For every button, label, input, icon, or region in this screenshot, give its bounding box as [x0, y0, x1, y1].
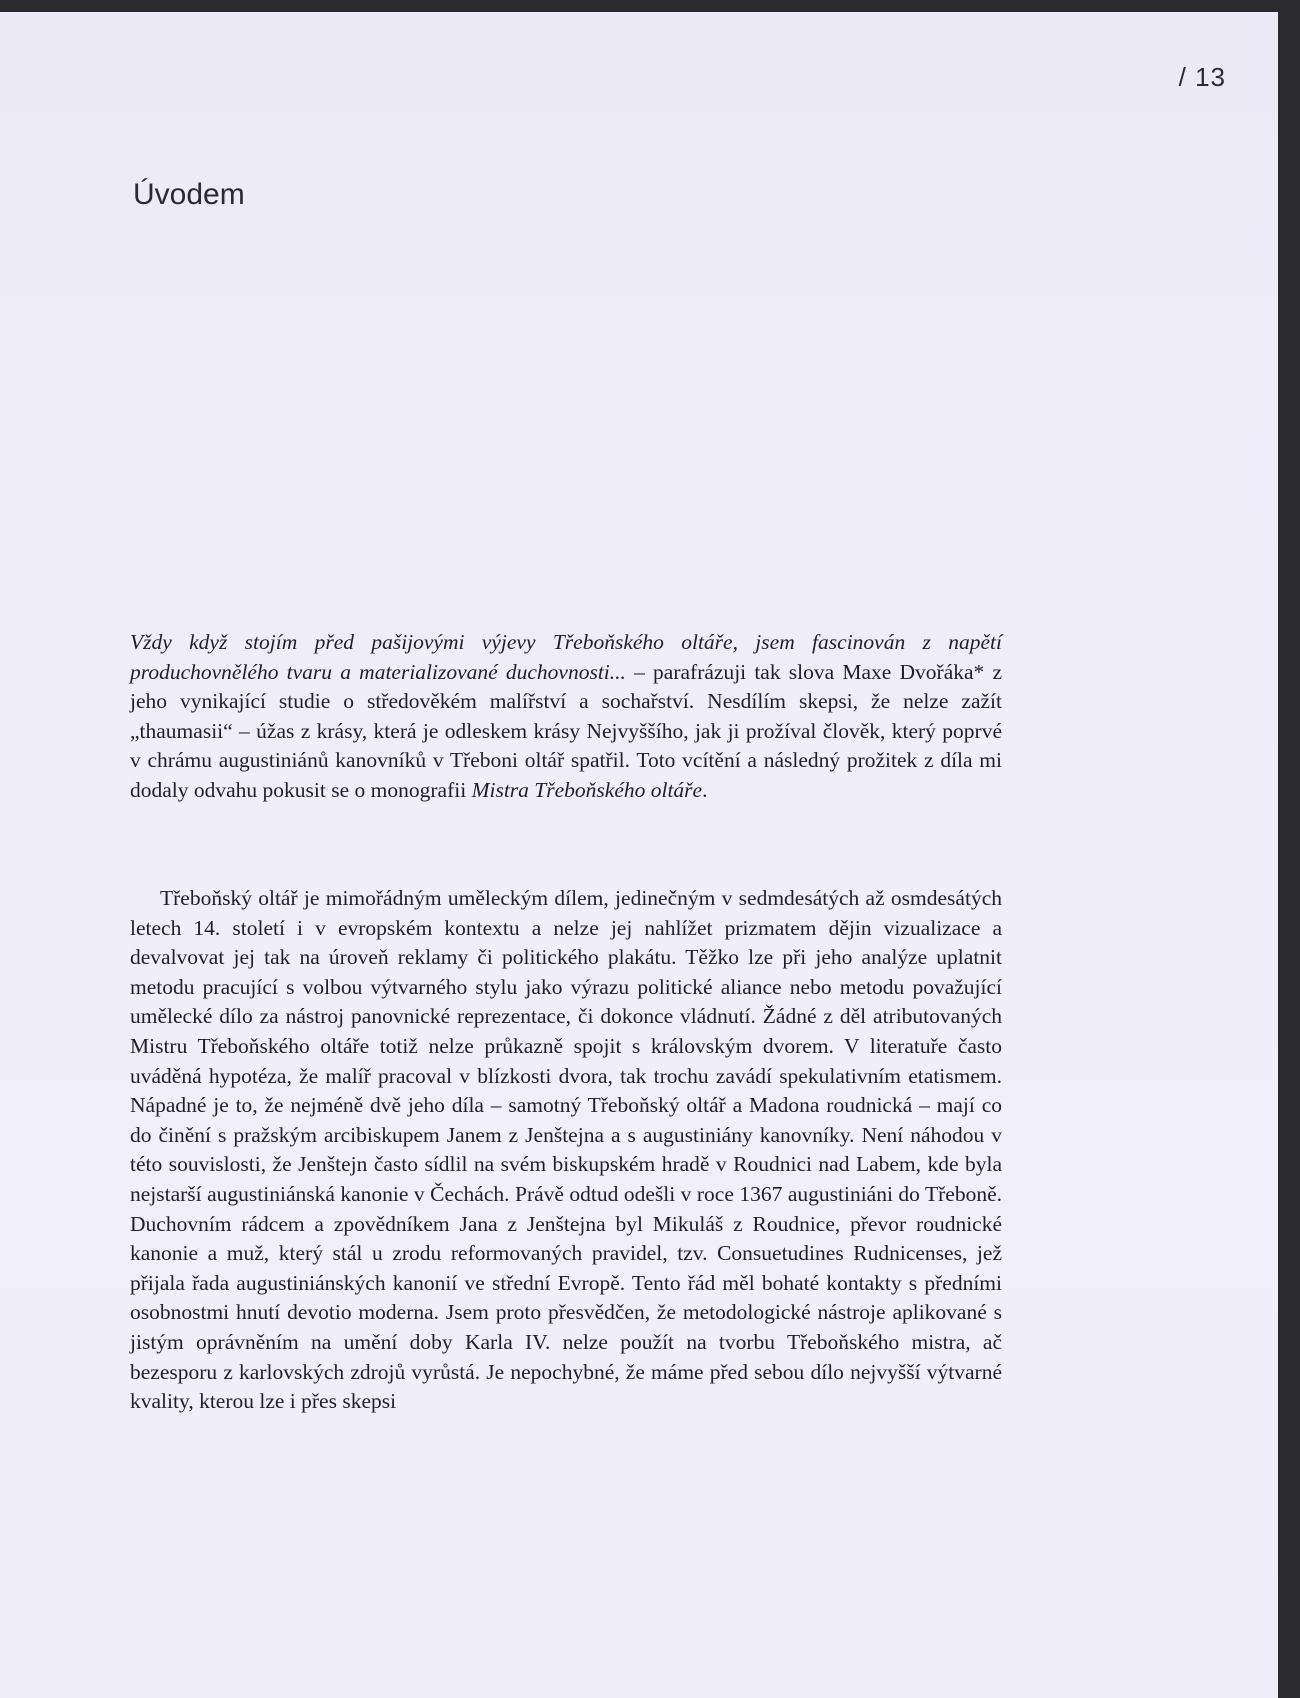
body-paragraph: Třeboňský oltář je mimořádným uměleckým dílem, jedinečným v sedmdesátých až osmdesátých letech 14. století i v evropském kontextu a nelze jej nahlížet prizmatem dějin vizualizace a devalvovat jej tak na úroveň reklamy či politického plakátu. Těžko lze při jeho analýze uplatnit metodu pracující s volbou výtvarného stylu jako výrazu politické aliance nebo metodu považující umělecké dílo za nástroj panovnické reprezentace, či dokonce vládnutí. Žádné z děl atributovaných Mistru Třeboňského oltáře totiž nelze průkazně spojit s královským dvorem. V literatuře často uváděná hypotéza, že malíř pracoval v blízkosti dvora, tak trochu zavádí spekulativním etatismem. Nápadné je to, že nejméně dvě jeho díla – samotný Třeboňský oltář a Madona roudnická – mají co do činění s pražským arcibiskupem Janem z Jenštejna a s augustiniány kanovníky. Není náhodou v této souvislosti, že Jenštejn často sídlil na svém biskupském hradě v Roudnici nad Labem, kde byla nejstarší augustiniánská kanonie v Čechách. Právě odtud odešli v roce 1367 augustiniáni do Třeboně. Duchovním rádcem a zpovědníkem Jana z Jenštejna byl Mikuláš z Roudnice, převor roudnické kanonie a muž, který stál u zrodu reformovaných pravidel, tzv. Consuetudines Rudnicenses, jež přijala řada augustiniánských kanonií ve střední Evropě. Tento řád měl bohaté kontakty s předními osobnostmi hnutí devotio moderna. Jsem proto přesvědčen, že metodologické nástroje aplikované s jistým oprávněním na umění doby Karla IV. nelze použít na tvorbu Třeboňského mistra, ač bezesporu z karlovských zdrojů vyrůstá. Je nepochybné, že máme před sebou dílo nejvyšší výtvarné kvality, kterou lze i přes skepsi — [130, 886, 1002, 1414]
intro-end: . — [702, 777, 708, 802]
intro-quote: Vždy když stojím před pašijovými výjevy Třeboňského oltáře, jsem fascinován z napětí produchovnělého tvaru a materializované duchovnosti... — [130, 630, 1002, 684]
intro-text: – parafrázuji tak slova Maxe Dvořáka* z jeho vynikající studie o středověkém malířství a sochařství. Nesdílím skepsi, že nelze zažít „thaumasii“ – úžas z krásy, která je odleskem krásy Nejvyššího, jak ji prožíval člověk, který poprvé v chrámu augustiniánů kanovníků v Třeboni oltář spatřil. Toto vcítění a následný prožitek z díla mi dodaly odvahu pokusit se o monografii — [130, 659, 1003, 802]
monograph-title: Mistra Třeboňského oltáře — [471, 777, 703, 802]
chapter-title: Úvodem — [133, 178, 245, 211]
intro-paragraph — [130, 628, 1002, 806]
book-page — [0, 12, 1278, 1698]
page-number: / 13 — [1178, 62, 1226, 92]
